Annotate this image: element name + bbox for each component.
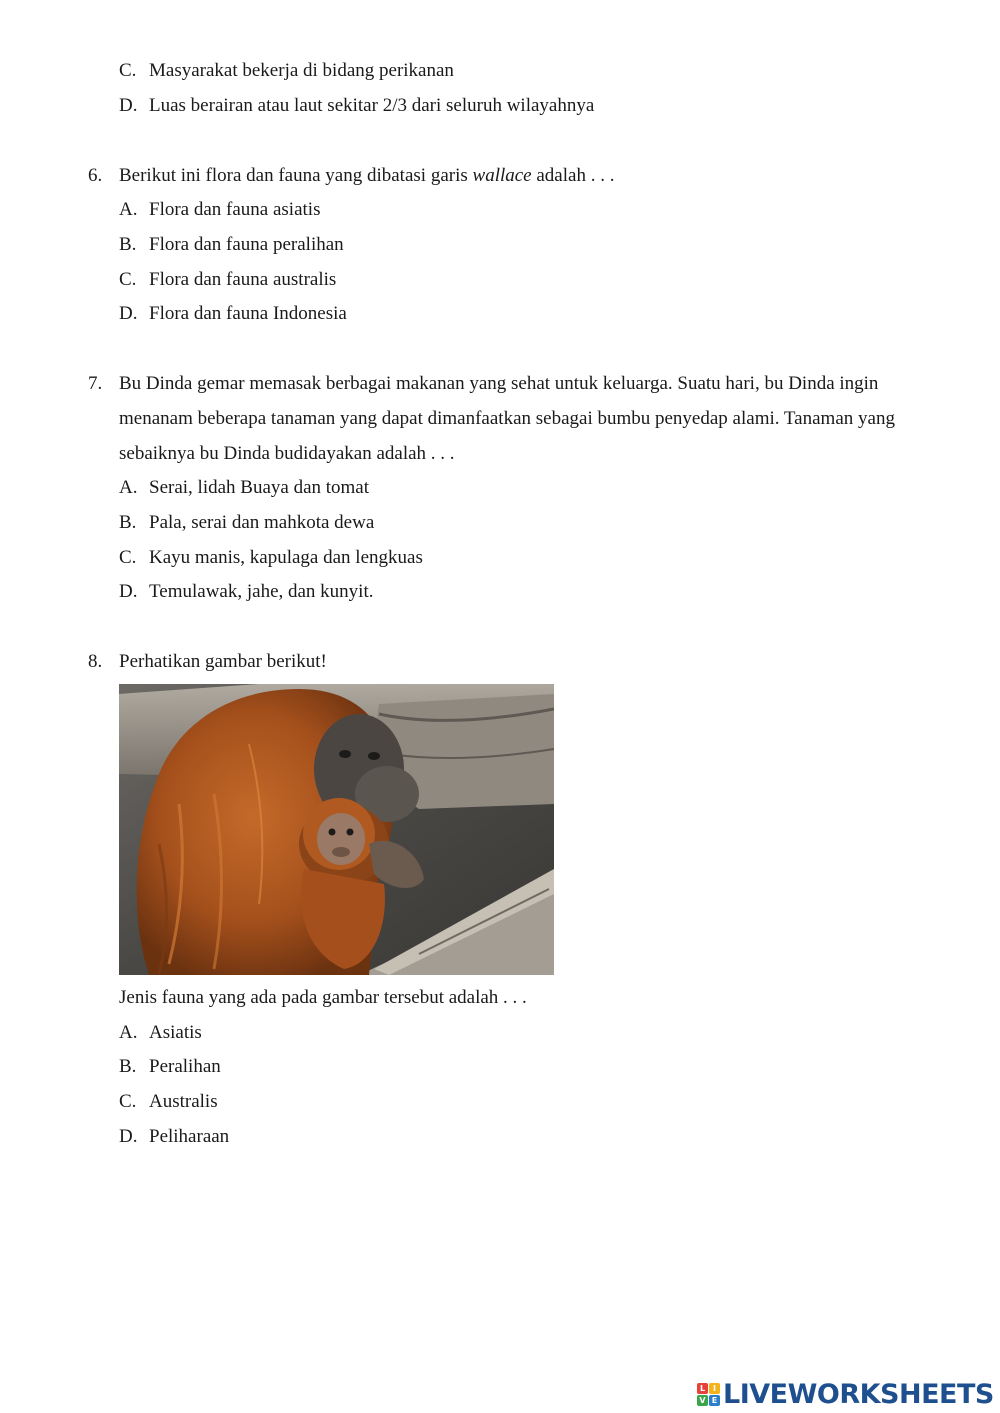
q6-stem	[88, 164, 614, 188]
q8-question: Jenis fauna yang ada pada gambar tersebut adalah . . .	[119, 987, 527, 1008]
option-text: Kayu manis, kapulaga dan lengkuas	[149, 547, 423, 568]
question-number: 8.	[88, 651, 103, 672]
option-text: Australis	[149, 1091, 218, 1112]
option-text: Asiatis	[149, 1022, 202, 1043]
option-text: Peralihan	[149, 1056, 221, 1077]
option-letter: D.	[119, 1126, 138, 1147]
question-number: 7.	[88, 373, 103, 394]
q8-option-a[interactable]	[119, 1021, 202, 1045]
q7-option-b[interactable]	[119, 511, 374, 535]
stem-text-before: Berikut ini flora dan fauna yang dibatasi garis	[119, 165, 473, 186]
q7-stem-line-3: sebaiknya bu Dinda budidayakan adalah . . .	[119, 443, 455, 464]
q6-option-d[interactable]	[119, 302, 347, 326]
q7-number	[88, 372, 102, 396]
logo-mark-tile: V	[697, 1395, 708, 1406]
q6-option-c[interactable]	[119, 268, 336, 292]
logo-mark-tile: E	[709, 1395, 720, 1406]
option-letter: B.	[119, 1056, 137, 1077]
logo-mark-tile: L	[697, 1383, 708, 1394]
logo-mark-tile: I	[709, 1383, 720, 1394]
option-text: Luas berairan atau laut sekitar 2/3 dari seluruh wilayahnya	[149, 95, 595, 116]
q8-number	[88, 650, 102, 674]
q6-option-a[interactable]	[119, 198, 320, 222]
option-letter: B.	[119, 512, 137, 533]
q5-option-d[interactable]	[119, 94, 594, 118]
orangutan-photo	[119, 684, 554, 975]
q8-option-b[interactable]	[119, 1055, 221, 1079]
option-letter: C.	[119, 1091, 137, 1112]
stem-text-after: adalah . . .	[531, 165, 615, 186]
q7-stem-line-2: menanam beberapa tanaman yang dapat dimanfaatkan sebagai bumbu penyedap alami. Tanaman yang	[119, 408, 895, 429]
option-letter: D.	[119, 581, 138, 602]
option-text: Peliharaan	[149, 1126, 230, 1147]
q8-stem: Perhatikan gambar berikut!	[119, 651, 327, 672]
option-letter: C.	[119, 547, 137, 568]
option-letter: D.	[119, 95, 138, 116]
q8-option-d[interactable]	[119, 1125, 229, 1149]
option-text: Flora dan fauna Indonesia	[149, 303, 347, 324]
option-text: Temulawak, jahe, dan kunyit.	[149, 581, 374, 602]
q7-option-d[interactable]	[119, 580, 374, 604]
option-text: Pala, serai dan mahkota dewa	[149, 512, 375, 533]
question-number: 6.	[88, 165, 103, 186]
option-letter: C.	[119, 269, 137, 290]
option-text: Flora dan fauna peralihan	[149, 234, 344, 255]
option-letter: D.	[119, 303, 138, 324]
option-text: Serai, lidah Buaya dan tomat	[149, 477, 370, 498]
stem-italic-term: wallace	[472, 165, 532, 186]
q7-option-a[interactable]	[119, 476, 369, 500]
option-letter: A.	[119, 477, 138, 498]
q7-option-c[interactable]	[119, 546, 423, 570]
option-text: Masyarakat bekerja di bidang perikanan	[149, 60, 454, 81]
q8-option-c[interactable]	[119, 1090, 218, 1114]
option-letter: A.	[119, 199, 138, 220]
option-text: Flora dan fauna asiatis	[149, 199, 321, 220]
option-letter: C.	[119, 60, 137, 81]
brand-name: LIVEWORKSHEETS	[723, 1378, 994, 1410]
q5-option-c[interactable]	[119, 59, 454, 83]
q7-stem-line-1: Bu Dinda gemar memasak berbagai makanan yang sehat untuk keluarga. Suatu hari, bu Dinda ingin	[119, 373, 879, 394]
logo-mark-icon	[697, 1383, 720, 1406]
liveworksheets-logo	[697, 1378, 994, 1410]
option-text: Flora dan fauna australis	[149, 269, 337, 290]
option-letter: B.	[119, 234, 137, 255]
option-letter: A.	[119, 1022, 138, 1043]
q6-option-b[interactable]	[119, 233, 344, 257]
